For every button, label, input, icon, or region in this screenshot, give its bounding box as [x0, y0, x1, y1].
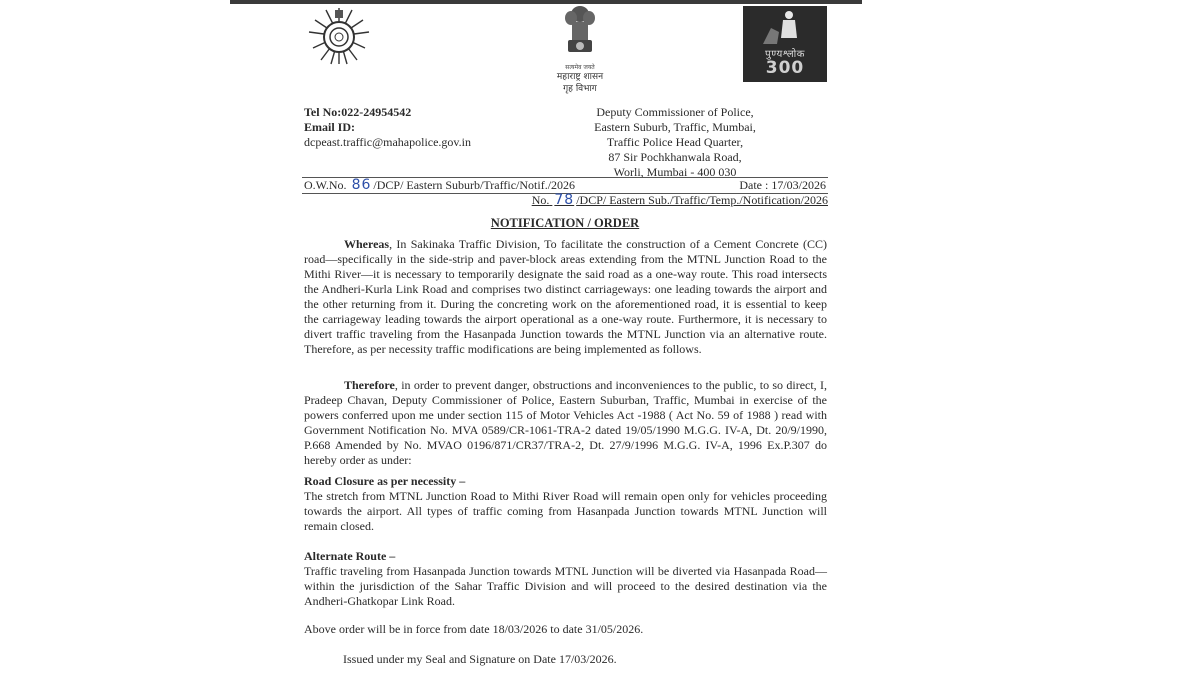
address-line: Eastern Suburb, Traffic, Mumbai,	[594, 120, 756, 134]
address-line: Deputy Commissioner of Police,	[596, 105, 754, 119]
punyashlok-text: पुण्यश्लोक	[765, 49, 805, 60]
outward-number	[304, 178, 575, 193]
telephone: Tel No:022-24954542	[304, 105, 412, 119]
ow-suffix: /DCP/ Eastern Suburb/Traffic/Notif./2026	[373, 178, 576, 192]
whereas-text: , In Sakinaka Traffic Division, To facilitate the construction of a Cement Concrete (CC) road—specifically in the side-strip and paver-block areas extending from the MTNL Junction Road to the Mithi River—it is necessary to temporarily designate the said road as a one-way route. This road intersects the Andheri-Kurla Link Road and comprises two distinct carriageways: one leading towards the airport and the other returning from it. During the concreting work on the aforementioned road, it is essential to keep the carriageway leading towards the airport operational as a one-way route. Furthermore, it is necessary to divert traffic traveling from the Hasanpada Junction towards the MTNL Junction via an alternative route. Therefore, as per necessity traffic modifications are being implemented as follows.	[304, 237, 827, 356]
no-prefix: No.	[531, 193, 550, 207]
no-suffix: /DCP/ Eastern Sub./Traffic/Temp./Notification/2026	[576, 193, 828, 207]
email-label: Email ID:	[304, 120, 355, 134]
ashoka-lion-capital-icon	[562, 4, 598, 56]
alternate-route-heading: Alternate Route –	[304, 549, 396, 563]
whereas-paragraph	[304, 237, 827, 357]
road-closure-text: The stretch from MTNL Junction Road to Mithi River Road will remain open only for vehicles proceeding towards the airport. All types of traffic coming from Hasanpada Junction towards MTNL Junction will remain closed.	[304, 489, 827, 533]
therefore-text: , in order to prevent danger, obstructions and inconveniences to the public, to so direct, I, Pradeep Chavan, Deputy Commissioner of Police, Eastern Suburban, Traffic, Mumbai in exercise of the powers conferred upon me under section 115 of Motor Vehicles Act -1988 ( Act No. 59 of 1988 ) read with Government Notification No. MVA 0589/CR-1061-TRA-2 dated 19/05/1990 M.G.G. IV-A, Dt. 20/9/1990, P.668 Amended by No. MVAO 0196/871/CR37/TRA-2, Dt. 27/9/1996 M.G.G. IV-A, 1996 Ex.P.307 do hereby order as under:	[304, 378, 827, 467]
email-address[interactable]: dcpeast.traffic@mahapolice.gov.in	[304, 135, 471, 149]
300-number: 300	[765, 58, 805, 78]
no-handwritten-number: 78	[554, 192, 575, 208]
in-force-statement: Above order will be in force from date 18/03/2026 to date 31/05/2026.	[304, 622, 644, 636]
whereas-lead: Whereas	[344, 237, 390, 251]
contact-block	[304, 105, 471, 150]
issued-statement: Issued under my Seal and Signature on Date 17/03/2026.	[343, 652, 617, 666]
notification-number	[532, 193, 828, 208]
mumbai-police-emblem-icon	[307, 6, 371, 66]
road-closure-heading: Road Closure as per necessity –	[304, 474, 466, 488]
office-address	[560, 105, 790, 180]
anniversary-300-logo	[743, 6, 827, 82]
maharashtra-shasan-text: महाराष्ट्र शासन	[556, 72, 604, 82]
ow-handwritten-number: 86	[351, 177, 372, 193]
address-line: Traffic Police Head Quarter,	[606, 135, 744, 149]
document-title: NOTIFICATION / ORDER	[490, 216, 640, 230]
address-line: Worli, Mumbai - 400 030	[613, 165, 737, 179]
ashoka-emblem	[545, 4, 615, 100]
therefore-lead: Therefore	[344, 378, 395, 392]
horse-rider-icon	[743, 6, 827, 46]
emblem-motto: सत्यमेव जयते	[565, 64, 595, 71]
home-department-text: गृह विभाग	[563, 84, 597, 94]
order-date: Date : 17/03/2026	[739, 178, 826, 192]
ow-prefix: O.W.No.	[304, 178, 347, 192]
address-line: 87 Sir Pochkhanwala Road,	[608, 150, 742, 164]
therefore-paragraph	[304, 378, 827, 468]
alternate-route-text: Traffic traveling from Hasanpada Junction towards MTNL Junction will be diverted via Hasanpada Road—within the jurisdiction of the Sahar Traffic Division and will proceed to the desired destination via the Andheri-Ghatkopar Link Road.	[304, 564, 827, 608]
